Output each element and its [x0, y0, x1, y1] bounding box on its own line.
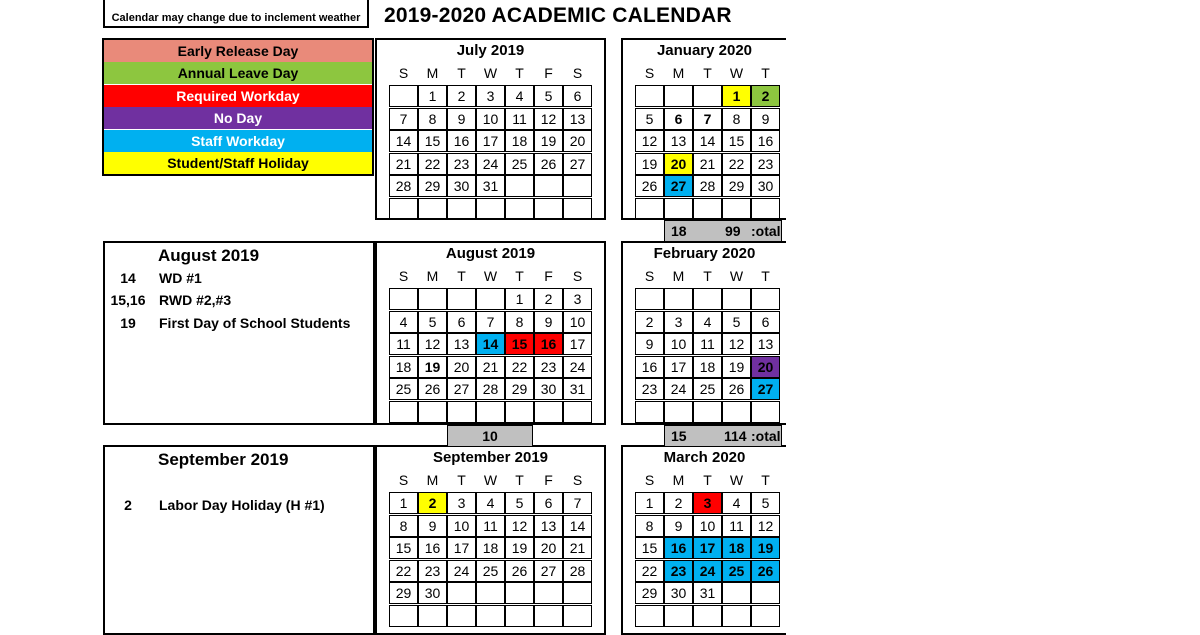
- day-cell[interactable]: 17: [476, 130, 505, 152]
- weekday-header: M: [672, 65, 685, 81]
- day-cell[interactable]: 2: [534, 288, 563, 310]
- day-cell[interactable]: 13: [534, 515, 563, 537]
- day-cell: [722, 605, 751, 627]
- day-cell[interactable]: 8: [389, 515, 418, 537]
- day-cell[interactable]: 7: [563, 492, 592, 514]
- day-cell[interactable]: 15: [418, 130, 447, 152]
- day-cell[interactable]: 14: [693, 130, 722, 152]
- month-title: August 2019: [445, 245, 536, 262]
- day-cell: [693, 198, 722, 220]
- day-cell[interactable]: 10: [664, 333, 693, 355]
- weekday-header: W: [729, 65, 744, 81]
- weekday-header: F: [544, 472, 553, 488]
- day-cell[interactable]: 19: [534, 130, 563, 152]
- day-cell: [563, 401, 592, 423]
- day-cell[interactable]: 29: [722, 175, 751, 197]
- day-cell[interactable]: 13: [563, 108, 592, 130]
- day-cell[interactable]: 11: [476, 515, 505, 537]
- legend-no-day: No Day: [104, 107, 372, 129]
- legend-early-release: Early Release Day: [104, 40, 372, 62]
- day-cell[interactable]: 2: [664, 492, 693, 514]
- day-cell[interactable]: 20: [664, 153, 693, 175]
- day-cell: [447, 401, 476, 423]
- day-cell[interactable]: 3: [664, 311, 693, 333]
- day-cell[interactable]: 15: [505, 333, 534, 355]
- day-cell[interactable]: 16: [664, 537, 693, 559]
- day-cell[interactable]: 16: [635, 356, 664, 378]
- day-cell: [722, 401, 751, 423]
- day-cell[interactable]: 25: [389, 378, 418, 400]
- day-cell[interactable]: 16: [447, 130, 476, 152]
- total-label: otal: [755, 223, 781, 239]
- day-cell[interactable]: 31: [563, 378, 592, 400]
- weekday-header: S: [398, 472, 409, 488]
- day-cell: [476, 198, 505, 220]
- day-cell[interactable]: 6: [751, 311, 780, 333]
- day-cell[interactable]: 2: [635, 311, 664, 333]
- day-cell[interactable]: 21: [563, 537, 592, 559]
- day-cell[interactable]: 5: [505, 492, 534, 514]
- weekday-header: M: [672, 268, 685, 284]
- day-cell[interactable]: 29: [635, 582, 664, 604]
- events-august: [103, 241, 375, 425]
- day-cell: [722, 582, 751, 604]
- weekday-header: W: [483, 65, 498, 81]
- day-cell[interactable]: 12: [722, 333, 751, 355]
- weekday-header: T: [515, 268, 524, 284]
- day-cell: [563, 198, 592, 220]
- day-cell[interactable]: 18: [389, 356, 418, 378]
- events-september-title: September 2019: [158, 450, 289, 469]
- day-cell: [505, 175, 534, 197]
- day-cell[interactable]: 1: [389, 492, 418, 514]
- day-cell[interactable]: 24: [664, 378, 693, 400]
- day-cell: [389, 288, 418, 310]
- day-cell: [505, 605, 534, 627]
- weekday-header: S: [398, 65, 409, 81]
- day-cell[interactable]: 27: [563, 153, 592, 175]
- month-title: July 2019: [456, 42, 525, 59]
- day-cell[interactable]: 9: [534, 311, 563, 333]
- day-cell: [476, 605, 505, 627]
- day-cell[interactable]: 19: [418, 356, 447, 378]
- day-cell: [389, 401, 418, 423]
- day-cell[interactable]: 18: [722, 537, 751, 559]
- weekday-header: M: [426, 65, 439, 81]
- day-cell[interactable]: 11: [722, 515, 751, 537]
- weekday-header: T: [703, 472, 712, 488]
- day-cell[interactable]: 24: [563, 356, 592, 378]
- total-days: 18: [671, 223, 687, 239]
- day-cell[interactable]: 30: [447, 175, 476, 197]
- day-cell[interactable]: 25: [722, 560, 751, 582]
- day-cell: [635, 605, 664, 627]
- day-cell: [505, 401, 534, 423]
- day-cell[interactable]: 23: [447, 153, 476, 175]
- day-cell[interactable]: 25: [476, 560, 505, 582]
- day-cell: [664, 605, 693, 627]
- day-cell[interactable]: 20: [534, 537, 563, 559]
- weekday-header: T: [761, 472, 770, 488]
- weekday-header: F: [544, 65, 553, 81]
- day-cell[interactable]: 14: [476, 333, 505, 355]
- totals-january: [664, 220, 782, 242]
- day-cell[interactable]: 20: [563, 130, 592, 152]
- day-cell[interactable]: 10: [563, 311, 592, 333]
- day-cell[interactable]: 30: [534, 378, 563, 400]
- day-cell[interactable]: 22: [635, 560, 664, 582]
- day-cell[interactable]: 3: [447, 492, 476, 514]
- day-cell[interactable]: 22: [505, 356, 534, 378]
- day-cell[interactable]: 28: [389, 175, 418, 197]
- day-cell[interactable]: 18: [505, 130, 534, 152]
- day-cell[interactable]: 5: [418, 311, 447, 333]
- day-cell[interactable]: 9: [418, 515, 447, 537]
- day-cell[interactable]: 7: [389, 108, 418, 130]
- weekday-header: T: [515, 65, 524, 81]
- day-cell[interactable]: 13: [751, 333, 780, 355]
- day-cell: [447, 582, 476, 604]
- day-cell[interactable]: 27: [751, 378, 780, 400]
- day-cell[interactable]: 17: [693, 537, 722, 559]
- calendar-july-2019: [375, 38, 606, 220]
- day-cell: [418, 401, 447, 423]
- day-cell: [418, 605, 447, 627]
- day-cell[interactable]: 17: [447, 537, 476, 559]
- weekday-header: T: [703, 268, 712, 284]
- total-days: 15: [671, 428, 687, 444]
- day-cell[interactable]: 19: [505, 537, 534, 559]
- event-date: 15,16: [110, 292, 146, 308]
- day-cell[interactable]: 27: [534, 560, 563, 582]
- day-cell[interactable]: 5: [751, 492, 780, 514]
- day-cell: [505, 582, 534, 604]
- events-september: [103, 445, 375, 635]
- day-cell[interactable]: 28: [693, 175, 722, 197]
- weekday-header: M: [426, 268, 439, 284]
- day-cell: [389, 85, 418, 107]
- weekday-header: S: [644, 65, 655, 81]
- calendar-march-2020: [621, 445, 786, 635]
- day-cell: [693, 605, 722, 627]
- day-cell: [664, 85, 693, 107]
- day-cell[interactable]: 14: [389, 130, 418, 152]
- day-cell[interactable]: 21: [476, 356, 505, 378]
- weekday-header: S: [398, 268, 409, 284]
- day-cell[interactable]: 26: [722, 378, 751, 400]
- weekday-header: S: [644, 472, 655, 488]
- legend: [102, 38, 374, 176]
- day-cell[interactable]: 12: [534, 108, 563, 130]
- day-cell[interactable]: 10: [476, 108, 505, 130]
- day-cell: [418, 198, 447, 220]
- day-cell[interactable]: 3: [563, 288, 592, 310]
- day-cell[interactable]: 22: [389, 560, 418, 582]
- day-cell: [563, 175, 592, 197]
- day-cell[interactable]: 26: [751, 560, 780, 582]
- event-description: WD #1: [159, 270, 202, 286]
- day-cell: [534, 605, 563, 627]
- day-cell[interactable]: 9: [664, 515, 693, 537]
- day-cell[interactable]: 10: [693, 515, 722, 537]
- totals-february: [664, 425, 782, 447]
- day-cell[interactable]: 4: [722, 492, 751, 514]
- month-title: September 2019: [432, 449, 549, 466]
- day-cell[interactable]: 5: [534, 85, 563, 107]
- day-cell: [418, 288, 447, 310]
- weekday-header: T: [515, 472, 524, 488]
- day-cell: [476, 288, 505, 310]
- day-cell[interactable]: 13: [447, 333, 476, 355]
- day-cell[interactable]: 25: [505, 153, 534, 175]
- day-cell[interactable]: 11: [389, 333, 418, 355]
- day-cell[interactable]: 2: [751, 85, 780, 107]
- day-cell[interactable]: 31: [476, 175, 505, 197]
- legend-annual-leave: Annual Leave Day: [104, 62, 372, 84]
- day-cell[interactable]: 22: [722, 153, 751, 175]
- day-cell[interactable]: 15: [722, 130, 751, 152]
- day-cell: [563, 605, 592, 627]
- day-cell[interactable]: 8: [722, 108, 751, 130]
- day-cell[interactable]: 10: [447, 515, 476, 537]
- day-cell[interactable]: 26: [534, 153, 563, 175]
- day-cell[interactable]: 8: [635, 515, 664, 537]
- day-cell[interactable]: 30: [418, 582, 447, 604]
- day-cell[interactable]: 24: [447, 560, 476, 582]
- day-cell: [751, 605, 780, 627]
- day-cell[interactable]: 20: [751, 356, 780, 378]
- day-cell[interactable]: 8: [418, 108, 447, 130]
- weekday-header: F: [544, 268, 553, 284]
- total-label: otal: [755, 428, 781, 444]
- day-cell[interactable]: 4: [476, 492, 505, 514]
- day-cell[interactable]: 9: [447, 108, 476, 130]
- day-cell[interactable]: 6: [664, 108, 693, 130]
- total-running: 114: [724, 428, 747, 444]
- day-cell[interactable]: 23: [534, 356, 563, 378]
- day-cell[interactable]: 21: [389, 153, 418, 175]
- day-cell: [751, 582, 780, 604]
- day-cell[interactable]: 22: [418, 153, 447, 175]
- weekday-header: M: [426, 472, 439, 488]
- day-cell: [534, 401, 563, 423]
- event-description: RWD #2,#3: [159, 292, 232, 308]
- day-cell[interactable]: 11: [693, 333, 722, 355]
- day-cell[interactable]: 9: [635, 333, 664, 355]
- day-cell[interactable]: 28: [476, 378, 505, 400]
- weekday-header: T: [761, 65, 770, 81]
- day-cell: [635, 85, 664, 107]
- day-cell[interactable]: 28: [563, 560, 592, 582]
- event-date: 2: [124, 497, 132, 513]
- day-cell: [722, 288, 751, 310]
- totals-august: [447, 425, 533, 447]
- weekday-header: T: [703, 65, 712, 81]
- day-cell[interactable]: 31: [693, 582, 722, 604]
- day-cell: [389, 605, 418, 627]
- weekday-header: W: [729, 472, 744, 488]
- day-cell: [635, 288, 664, 310]
- day-cell[interactable]: 15: [389, 537, 418, 559]
- day-cell[interactable]: 18: [476, 537, 505, 559]
- calendar-january-2020: [621, 38, 786, 220]
- day-cell: [505, 198, 534, 220]
- day-cell: [751, 401, 780, 423]
- day-cell: [635, 401, 664, 423]
- day-cell[interactable]: 19: [751, 537, 780, 559]
- day-cell[interactable]: 27: [447, 378, 476, 400]
- day-cell: [563, 582, 592, 604]
- day-cell[interactable]: 30: [664, 582, 693, 604]
- weekday-header: S: [572, 268, 583, 284]
- day-cell: [389, 198, 418, 220]
- day-cell[interactable]: 1: [722, 85, 751, 107]
- day-cell: [447, 198, 476, 220]
- day-cell[interactable]: 1: [505, 288, 534, 310]
- day-cell: [751, 198, 780, 220]
- weekday-header: S: [572, 65, 583, 81]
- day-cell[interactable]: 24: [476, 153, 505, 175]
- day-cell[interactable]: 11: [505, 108, 534, 130]
- day-cell: [722, 198, 751, 220]
- month-title: January 2020: [656, 42, 753, 59]
- day-cell: [635, 198, 664, 220]
- day-cell[interactable]: 9: [751, 108, 780, 130]
- events-august-title: August 2019: [158, 246, 260, 265]
- day-cell[interactable]: 23: [635, 378, 664, 400]
- day-cell[interactable]: 26: [635, 175, 664, 197]
- day-cell[interactable]: 8: [505, 311, 534, 333]
- day-cell[interactable]: 21: [693, 153, 722, 175]
- event-description: Labor Day Holiday (H #1): [159, 497, 325, 513]
- day-cell[interactable]: 26: [505, 560, 534, 582]
- day-cell: [447, 605, 476, 627]
- day-cell[interactable]: 3: [693, 492, 722, 514]
- weekday-header: S: [644, 268, 655, 284]
- day-cell[interactable]: 5: [722, 311, 751, 333]
- day-cell[interactable]: 15: [635, 537, 664, 559]
- day-cell[interactable]: 4: [389, 311, 418, 333]
- day-cell[interactable]: 29: [418, 175, 447, 197]
- day-cell[interactable]: 19: [722, 356, 751, 378]
- day-cell[interactable]: 13: [664, 130, 693, 152]
- weekday-header: T: [457, 472, 466, 488]
- day-cell[interactable]: 5: [635, 108, 664, 130]
- day-cell[interactable]: 30: [751, 175, 780, 197]
- day-cell: [534, 175, 563, 197]
- day-cell[interactable]: 18: [693, 356, 722, 378]
- day-cell[interactable]: 23: [418, 560, 447, 582]
- day-cell[interactable]: 16: [751, 130, 780, 152]
- legend-staff-workday: Staff Workday: [104, 130, 372, 152]
- calendar-september-2019: [375, 445, 606, 635]
- weekday-header: W: [483, 472, 498, 488]
- day-cell: [664, 288, 693, 310]
- total-running: 99: [725, 223, 741, 239]
- day-cell[interactable]: 2: [447, 85, 476, 107]
- day-cell: [693, 85, 722, 107]
- weekday-header: W: [729, 268, 744, 284]
- day-cell[interactable]: 2: [418, 492, 447, 514]
- weekday-header: T: [457, 65, 466, 81]
- day-cell[interactable]: 4: [505, 85, 534, 107]
- day-cell[interactable]: 7: [476, 311, 505, 333]
- day-cell: [447, 288, 476, 310]
- weekday-header: M: [672, 472, 685, 488]
- calendar-february-2020: [621, 241, 786, 425]
- day-cell[interactable]: 24: [693, 560, 722, 582]
- day-cell[interactable]: 1: [418, 85, 447, 107]
- day-cell[interactable]: 17: [664, 356, 693, 378]
- event-date: 19: [120, 315, 136, 331]
- day-cell[interactable]: 3: [476, 85, 505, 107]
- day-cell[interactable]: 12: [505, 515, 534, 537]
- day-cell[interactable]: 29: [389, 582, 418, 604]
- day-cell[interactable]: 4: [693, 311, 722, 333]
- day-cell[interactable]: 12: [751, 515, 780, 537]
- calendar-august-2019: [375, 241, 606, 425]
- day-cell: [476, 401, 505, 423]
- day-cell[interactable]: 12: [418, 333, 447, 355]
- day-cell: [751, 288, 780, 310]
- day-cell[interactable]: 1: [635, 492, 664, 514]
- month-title: February 2020: [653, 245, 756, 262]
- day-cell[interactable]: 20: [447, 356, 476, 378]
- total-label-cut: :otal: [751, 428, 781, 444]
- day-cell[interactable]: 16: [418, 537, 447, 559]
- day-cell: [693, 401, 722, 423]
- day-cell[interactable]: 6: [563, 85, 592, 107]
- day-cell[interactable]: 23: [751, 153, 780, 175]
- day-cell[interactable]: 17: [563, 333, 592, 355]
- day-cell[interactable]: 27: [664, 175, 693, 197]
- legend-required-workday: Required Workday: [104, 85, 372, 107]
- day-cell: [534, 198, 563, 220]
- weekday-header: W: [483, 268, 498, 284]
- weekday-header: T: [457, 268, 466, 284]
- legend-student-staff-holiday: Student/Staff Holiday: [104, 152, 372, 174]
- weekday-header: T: [761, 268, 770, 284]
- day-cell: [534, 582, 563, 604]
- weather-note: Calendar may change due to inclement weather: [111, 12, 361, 24]
- day-cell[interactable]: 12: [635, 130, 664, 152]
- weekday-header: S: [572, 472, 583, 488]
- day-cell: [693, 288, 722, 310]
- month-title: March 2020: [663, 449, 746, 466]
- day-cell[interactable]: 14: [563, 515, 592, 537]
- day-cell[interactable]: 7: [693, 108, 722, 130]
- day-cell[interactable]: 16: [534, 333, 563, 355]
- total-days: 10: [482, 428, 498, 444]
- day-cell[interactable]: 6: [447, 311, 476, 333]
- page-title: 2019-2020 ACADEMIC CALENDAR: [384, 4, 732, 27]
- event-date: 14: [120, 270, 136, 286]
- day-cell: [664, 401, 693, 423]
- total-label-cut: :otal: [751, 223, 781, 239]
- day-cell: [476, 582, 505, 604]
- day-cell[interactable]: 19: [635, 153, 664, 175]
- day-cell[interactable]: 29: [505, 378, 534, 400]
- day-cell: [664, 198, 693, 220]
- event-description: First Day of School Students: [159, 315, 351, 331]
- day-cell[interactable]: 6: [534, 492, 563, 514]
- day-cell[interactable]: 25: [693, 378, 722, 400]
- day-cell[interactable]: 26: [418, 378, 447, 400]
- day-cell[interactable]: 23: [664, 560, 693, 582]
